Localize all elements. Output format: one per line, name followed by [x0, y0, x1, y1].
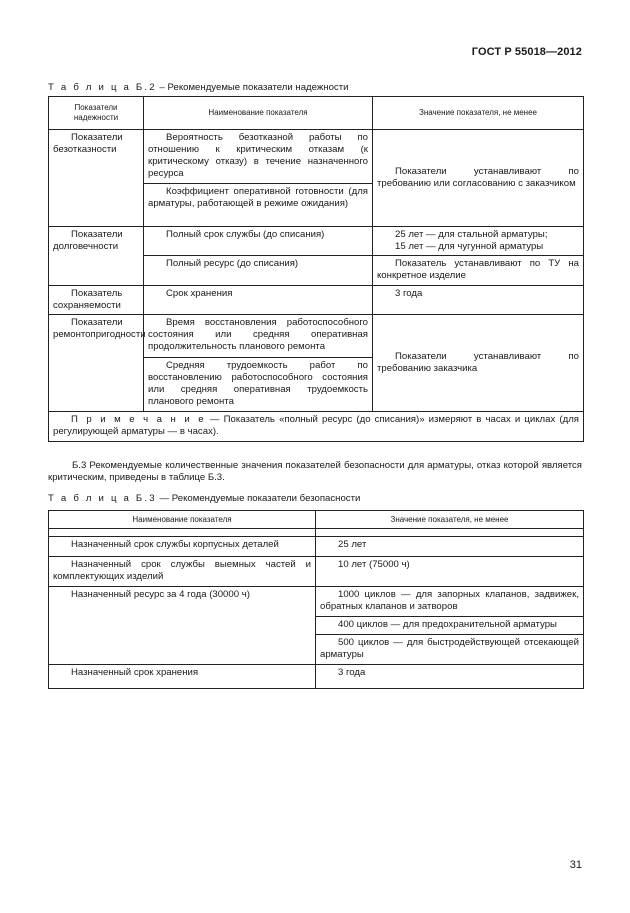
value-storage-period: 3 года: [373, 285, 584, 314]
caption-text: — Рекомендуемые показатели безопасности: [156, 493, 361, 504]
col-header-value: Значение показателя, не менее: [316, 511, 584, 529]
item-labor-intensity: Средняя трудоемкость работ по восстановлению работоспособного состояния или средняя оперативная трудоемкость планового ремонта: [144, 357, 373, 411]
col-header-name: Наименование показателя: [144, 97, 373, 130]
value-fast-acting-valves: 500 циклов — для быстродействующей отсекающей арматуры: [316, 635, 584, 665]
value-body-parts-life: 25 лет: [316, 537, 584, 557]
item-failure-probability: Вероятность безотказной работы по отношению к критическим отказам (к критическому отказу) в течение назначенного ресурса: [144, 130, 373, 184]
table-b3: [48, 510, 584, 689]
value-full-resource: Показатель устанавливают по ТУ на конкретное изделие: [373, 255, 584, 285]
page-number: 31: [569, 859, 582, 871]
row-storage-period: Назначенный срок хранения: [49, 665, 316, 689]
item-service-life: Полный срок службы (до списания): [144, 227, 373, 256]
col-header-value: Значение показателя, не менее: [373, 97, 584, 130]
row-body-parts-life: Назначенный срок службы корпусных деталей: [49, 537, 316, 557]
col-header-indicators: Показатели надежности: [49, 97, 144, 130]
col-header-name: Наименование показателя: [49, 511, 316, 529]
value-shutoff-valves: 1000 циклов — для запорных клапанов, задвижек, обратных клапанов и затворов: [316, 587, 584, 617]
row-removable-parts-life: Назначенный срок службы выемных частей и комплектующих изделий: [49, 557, 316, 587]
value-removable-parts-life: 10 лет (75000 ч): [316, 557, 584, 587]
table-b2-caption: [48, 82, 348, 94]
caption-prefix: Т а б л и ц а Б.2: [48, 82, 157, 93]
group-durability: Показатели долговечности: [49, 227, 144, 286]
item-full-resource: Полный ресурс (до списания): [144, 255, 373, 285]
value-safety-valves: 400 циклов — для предохранительной арматуры: [316, 617, 584, 635]
note-text: — Показатель «полный ресурс (до списания)» измеряют в часах и циклах (для регулирующей арматуры — в часах).: [53, 414, 579, 438]
document-header: ГОСТ Р 55018—2012: [471, 46, 582, 58]
group-reliability: Показатели безотказности: [49, 130, 144, 227]
paragraph-b3: Б.3 Рекомендуемые количественные значения показателей безопасности для арматуры, отказ которой является критическим, приведены в таблице Б.3.: [48, 460, 582, 483]
group-maintainability: Показатели ремонтопригодности: [49, 314, 144, 411]
table-b2: [48, 96, 584, 442]
value-storage-period: 3 года: [316, 665, 584, 689]
spacer-cell: [49, 529, 316, 537]
note-prefix: П р и м е ч а н и е: [71, 414, 206, 426]
caption-text: – Рекомендуемые показатели надежности: [156, 82, 349, 93]
spacer-cell: [316, 529, 584, 537]
caption-prefix: Т а б л и ц а Б.3: [48, 493, 157, 504]
group-storability: Показатель сохраняемости: [49, 285, 144, 314]
row-assigned-resource: Назначенный ресурс за 4 года (30000 ч): [49, 587, 316, 665]
table-b2-note: [49, 411, 584, 441]
item-recovery-time: Время восстановления работоспособного состояния или средняя оперативная продолжительность планового ремонта: [144, 314, 373, 357]
value-reliability: Показатели устанавливают по требованию или согласованию с заказчиком: [373, 130, 584, 227]
item-storage-period: Срок хранения: [144, 285, 373, 314]
value-service-life: [373, 227, 584, 256]
value-maintainability: Показатели устанавливают по требованию заказчика: [373, 314, 584, 411]
table-b3-caption: [48, 493, 360, 505]
value-cast-iron: 15 лет — для чугунной арматуры: [395, 240, 544, 252]
item-readiness-coefficient: Коэффициент оперативной готовности (для арматуры, работающей в режиме ожидания): [144, 184, 373, 227]
value-steel: 25 лет — для стальной арматуры;: [395, 229, 548, 240]
